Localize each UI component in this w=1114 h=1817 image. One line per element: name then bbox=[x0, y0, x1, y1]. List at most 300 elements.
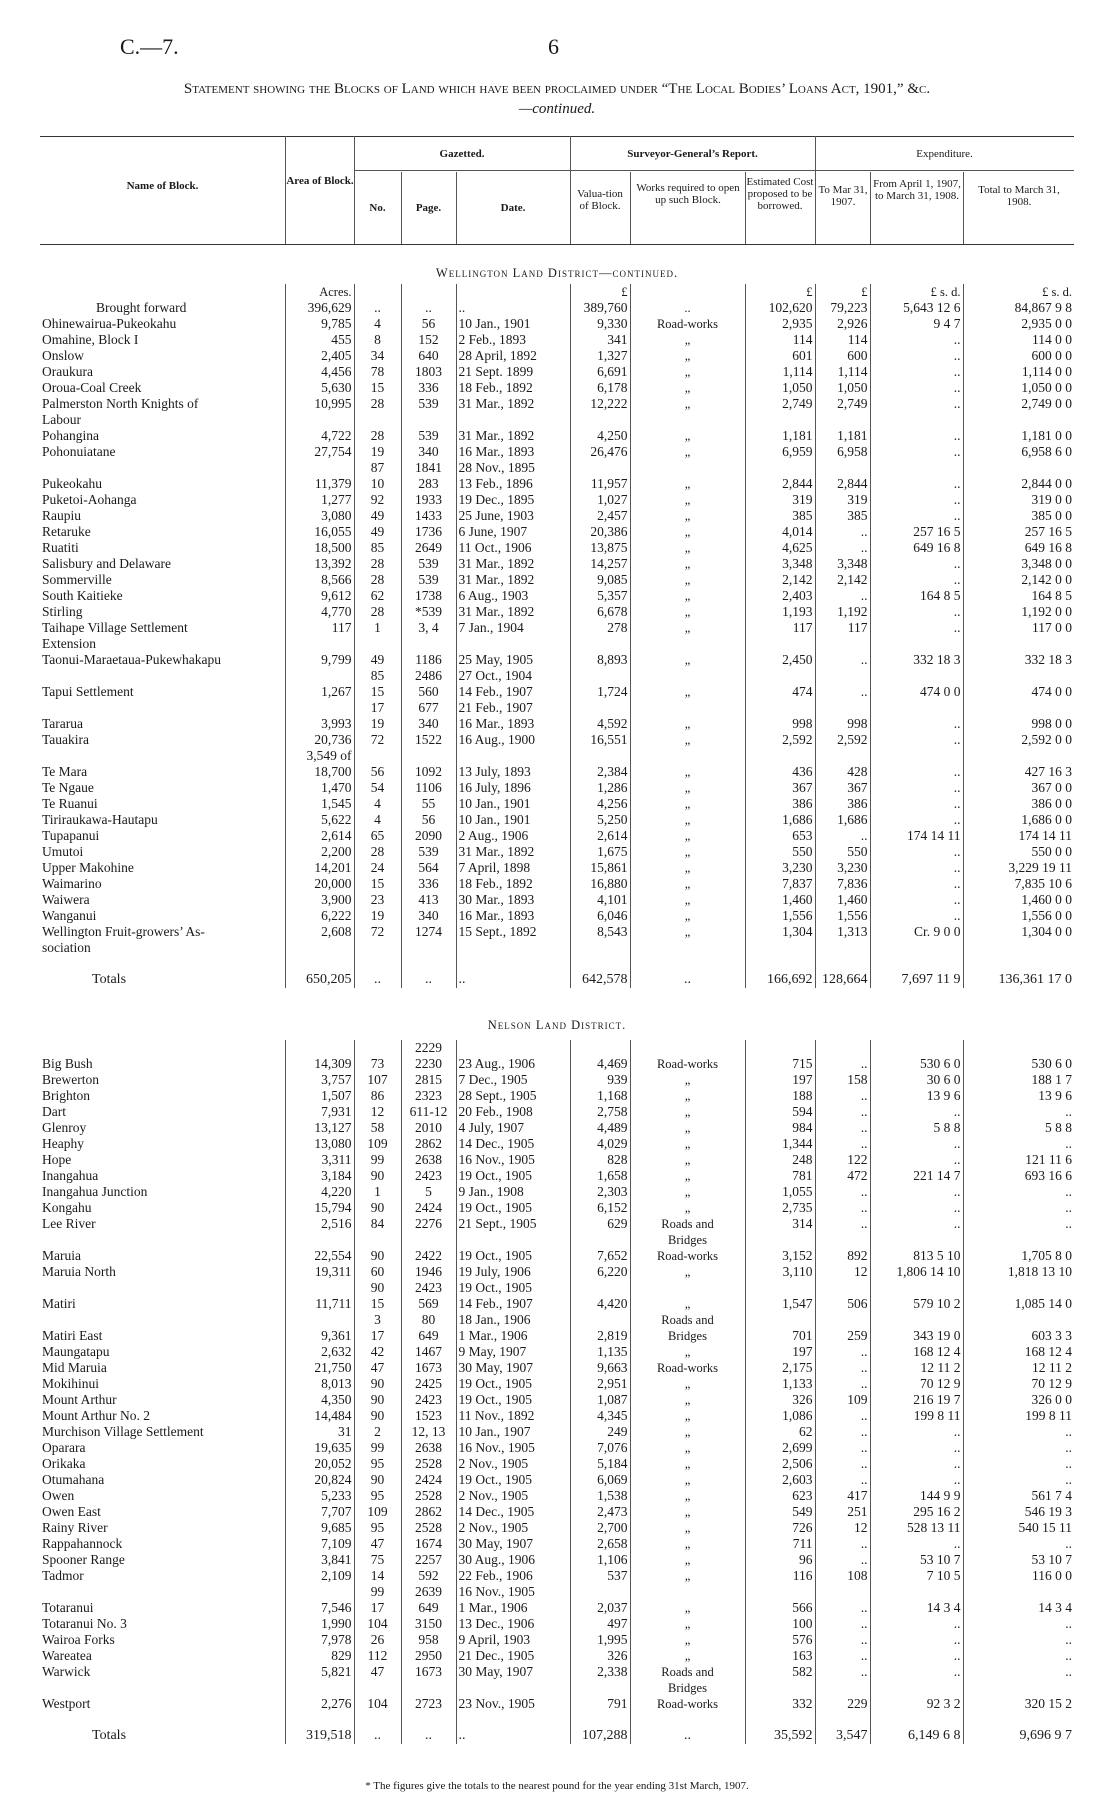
cell-name: Taonui-Maraetaua-Pukewhakapu bbox=[42, 652, 221, 667]
cell-to-mar: 600 bbox=[815, 348, 870, 364]
table-row bbox=[40, 1520, 1074, 1536]
cell-page: 2649 bbox=[401, 540, 456, 556]
cell-from-april: .. bbox=[870, 1104, 963, 1120]
cell-from-april: .. bbox=[870, 764, 963, 780]
cell-date: 31 Mar., 1892 bbox=[456, 572, 570, 588]
cell-to-mar: 2,749 bbox=[815, 396, 870, 412]
cell-date bbox=[456, 1680, 570, 1696]
cell-to-mar: .. bbox=[815, 1664, 870, 1680]
cell-page: 152 bbox=[401, 332, 456, 348]
cell-date: 14 Dec., 1905 bbox=[456, 1136, 570, 1152]
cell-to-mar: 158 bbox=[815, 1072, 870, 1088]
cell-area: 31 bbox=[285, 1424, 354, 1440]
cell-page: 340 bbox=[401, 908, 456, 924]
col-to-mar-1907: To Mar 31, 1907. bbox=[818, 184, 868, 208]
cell-date: 6 Aug., 1903 bbox=[456, 588, 570, 604]
cell-page: 2229 bbox=[401, 1040, 456, 1056]
cell-date: 21 Sept. 1899 bbox=[456, 364, 570, 380]
cell-page: 413 bbox=[401, 892, 456, 908]
cell-from-april: 199 8 11 bbox=[870, 1408, 963, 1424]
cell-works: „ bbox=[630, 1520, 745, 1536]
cell-no: 15 bbox=[354, 1296, 401, 1312]
table-row bbox=[40, 412, 1074, 428]
cell-area: 4,350 bbox=[285, 1392, 354, 1408]
table-row bbox=[40, 1296, 1074, 1312]
cell-page bbox=[401, 748, 456, 764]
cell-area: 20,736 bbox=[285, 732, 354, 748]
cell-page: 2638 bbox=[401, 1152, 456, 1168]
col-expenditure: Expenditure. bbox=[916, 148, 973, 160]
units-row bbox=[40, 284, 1074, 300]
cell-works: Road-works bbox=[630, 1056, 745, 1072]
cell-from-april: .. bbox=[870, 1184, 963, 1200]
cell-total: 693 16 6 bbox=[963, 1168, 1074, 1184]
cell-area: 14,309 bbox=[285, 1056, 354, 1072]
cell-total: 3,348 0 0 bbox=[963, 556, 1074, 572]
cell-to-mar: 114 bbox=[815, 332, 870, 348]
cell-valuation: 1,286 bbox=[570, 780, 630, 796]
cell-date bbox=[456, 1232, 570, 1248]
cell-to-mar: 892 bbox=[815, 1248, 870, 1264]
cell-total: .. bbox=[963, 1648, 1074, 1664]
cell-no: .. bbox=[354, 300, 401, 316]
table-row bbox=[40, 1104, 1074, 1120]
col-works: Works required to open up such Block. bbox=[636, 182, 740, 206]
cell-page: 539 bbox=[401, 844, 456, 860]
cell-works: „ bbox=[630, 812, 745, 828]
cell-area: 2,516 bbox=[285, 1216, 354, 1232]
cell-total: .. bbox=[963, 1472, 1074, 1488]
cell-date bbox=[456, 636, 570, 652]
cell-no: 90 bbox=[354, 1392, 401, 1408]
unit-valuation: £ bbox=[570, 284, 630, 300]
cell-works: „ bbox=[630, 1600, 745, 1616]
cell-from-april: .. bbox=[870, 780, 963, 796]
cell-total: .. bbox=[963, 1536, 1074, 1552]
table-row bbox=[40, 1568, 1074, 1584]
cell-valuation: 537 bbox=[570, 1568, 630, 1584]
cell-total: 5 8 8 bbox=[963, 1120, 1074, 1136]
cell-name: Puketoi-Aohanga bbox=[42, 492, 137, 507]
cell-area: 7,546 bbox=[285, 1600, 354, 1616]
cell-area bbox=[285, 1232, 354, 1248]
cell-page: 336 bbox=[401, 380, 456, 396]
table-row bbox=[40, 1264, 1074, 1280]
cell-date: 10 Jan., 1901 bbox=[456, 796, 570, 812]
cell-name: Wanganui bbox=[42, 908, 97, 923]
total-to-mar: 3,547 bbox=[815, 1728, 870, 1744]
table-row bbox=[40, 1360, 1074, 1376]
cell-to-mar: .. bbox=[815, 1136, 870, 1152]
cell-area bbox=[285, 1584, 354, 1600]
cell-from-april: 168 12 4 bbox=[870, 1344, 963, 1360]
cell-valuation: 4,420 bbox=[570, 1296, 630, 1312]
cell-no: 47 bbox=[354, 1536, 401, 1552]
cell-total bbox=[963, 460, 1074, 476]
cell-valuation bbox=[570, 412, 630, 428]
cell-works bbox=[630, 668, 745, 684]
cell-area: 3,993 bbox=[285, 716, 354, 732]
cell-valuation bbox=[570, 1232, 630, 1248]
cell-from-april: 332 18 3 bbox=[870, 652, 963, 668]
cell-estimated: 436 bbox=[745, 764, 815, 780]
cell-from-april: 343 19 0 bbox=[870, 1328, 963, 1344]
cell-date: 30 May, 1907 bbox=[456, 1664, 570, 1680]
cell-estimated: 116 bbox=[745, 1568, 815, 1584]
cell-to-mar: 7,836 bbox=[815, 876, 870, 892]
table-row bbox=[40, 604, 1074, 620]
cell-name: Sommerville bbox=[42, 572, 112, 587]
cell-no: 14 bbox=[354, 1568, 401, 1584]
cell-works: „ bbox=[630, 684, 745, 700]
cell-page: 564 bbox=[401, 860, 456, 876]
cell-area bbox=[285, 636, 354, 652]
cell-works: „ bbox=[630, 876, 745, 892]
cell-no: 90 bbox=[354, 1168, 401, 1184]
cell-to-mar: 2,142 bbox=[815, 572, 870, 588]
cell-valuation: 2,819 bbox=[570, 1328, 630, 1344]
cell-works: „ bbox=[630, 1184, 745, 1200]
col-name-of-block: Name of Block. bbox=[126, 180, 199, 192]
cell-page: 3150 bbox=[401, 1616, 456, 1632]
cell-area: 13,127 bbox=[285, 1120, 354, 1136]
cell-from-april: 164 8 5 bbox=[870, 588, 963, 604]
table-row bbox=[40, 364, 1074, 380]
cell-name bbox=[40, 1040, 285, 1056]
col-area: Area of Block. bbox=[286, 175, 354, 187]
cell-from-april bbox=[870, 1232, 963, 1248]
cell-from-april: .. bbox=[870, 1136, 963, 1152]
table-row bbox=[40, 1200, 1074, 1216]
cell-estimated: 715 bbox=[745, 1056, 815, 1072]
cell-estimated: 2,699 bbox=[745, 1440, 815, 1456]
cell-area: 14,484 bbox=[285, 1408, 354, 1424]
cell-works: „ bbox=[630, 492, 745, 508]
cell-total: 1,085 14 0 bbox=[963, 1296, 1074, 1312]
cell-area bbox=[285, 412, 354, 428]
cell-valuation bbox=[570, 1680, 630, 1696]
cell-no bbox=[354, 636, 401, 652]
table-row bbox=[40, 508, 1074, 524]
cell-total: 84,867 9 8 bbox=[963, 300, 1074, 316]
footnote: * The figures give the totals to the nearest pound for the year ending 31st March, 1907. bbox=[365, 1780, 749, 1792]
cell-works: „ bbox=[630, 588, 745, 604]
cell-page: 1274 bbox=[401, 924, 456, 940]
cell-no: 42 bbox=[354, 1344, 401, 1360]
table-row bbox=[40, 1680, 1074, 1696]
cell-from-april: 257 16 5 bbox=[870, 524, 963, 540]
cell-total: .. bbox=[963, 1456, 1074, 1472]
cell-no: 90 bbox=[354, 1376, 401, 1392]
cell-name: Otumahana bbox=[42, 1472, 105, 1487]
cell-total: 6,958 6 0 bbox=[963, 444, 1074, 460]
cell-name: Palmerston North Knights of bbox=[42, 396, 199, 411]
cell-works: Bridges bbox=[630, 1328, 745, 1344]
cell-estimated: 726 bbox=[745, 1520, 815, 1536]
cell-total: 7,835 10 6 bbox=[963, 876, 1074, 892]
cell-estimated bbox=[745, 700, 815, 716]
cell-area: 6,222 bbox=[285, 908, 354, 924]
cell-date: 19 Dec., 1895 bbox=[456, 492, 570, 508]
cell-no: 19 bbox=[354, 908, 401, 924]
unit-total: £ s. d. bbox=[963, 284, 1074, 300]
cell-no: 15 bbox=[354, 380, 401, 396]
cell-area: 2,109 bbox=[285, 1568, 354, 1584]
cell-date: 30 Aug., 1906 bbox=[456, 1552, 570, 1568]
table-row bbox=[40, 1312, 1074, 1328]
cell-valuation: 1,087 bbox=[570, 1392, 630, 1408]
cell-page: 1946 bbox=[401, 1264, 456, 1280]
cell-name: Pohonuiatane bbox=[42, 444, 116, 459]
cell-from-april: 1,806 14 10 bbox=[870, 1264, 963, 1280]
cell-works: „ bbox=[630, 892, 745, 908]
cell-from-april: .. bbox=[870, 428, 963, 444]
cell-name: Te Mara bbox=[42, 764, 88, 779]
cell-name: Raupiu bbox=[42, 508, 81, 523]
total-from-april: 7,697 11 9 bbox=[870, 972, 963, 988]
cell-estimated: 7,837 bbox=[745, 876, 815, 892]
cell-page: 649 bbox=[401, 1328, 456, 1344]
cell-total: 386 0 0 bbox=[963, 796, 1074, 812]
cell-from-april: .. bbox=[870, 1536, 963, 1552]
table-row bbox=[40, 444, 1074, 460]
cell-total: 1,556 0 0 bbox=[963, 908, 1074, 924]
cell-total: 1,114 0 0 bbox=[963, 364, 1074, 380]
col-date: Date. bbox=[500, 202, 526, 214]
cell-estimated: 3,348 bbox=[745, 556, 815, 572]
cell-no: 90 bbox=[354, 1472, 401, 1488]
cell-area: 3,184 bbox=[285, 1168, 354, 1184]
cell-to-mar: .. bbox=[815, 1424, 870, 1440]
cell-from-april: .. bbox=[870, 860, 963, 876]
cell-valuation: 5,250 bbox=[570, 812, 630, 828]
cell-name: Tapui Settlement bbox=[42, 684, 134, 699]
cell-name: Matiri East bbox=[42, 1328, 103, 1343]
cell-name: Glenroy bbox=[42, 1120, 87, 1135]
cell-total: 70 12 9 bbox=[963, 1376, 1074, 1392]
total-name: Totals bbox=[92, 972, 127, 987]
table-row bbox=[40, 1408, 1074, 1424]
cell-page: 539 bbox=[401, 556, 456, 572]
cell-name: Murchison Village Settlement bbox=[42, 1424, 204, 1439]
cell-page: 2424 bbox=[401, 1472, 456, 1488]
cell-page: 5 bbox=[401, 1184, 456, 1200]
table-row bbox=[40, 780, 1074, 796]
cell-valuation: 5,357 bbox=[570, 588, 630, 604]
cell-estimated: 188 bbox=[745, 1088, 815, 1104]
cell-name: Kongahu bbox=[42, 1200, 92, 1215]
cell-from-april: .. bbox=[870, 1472, 963, 1488]
cell-name bbox=[40, 748, 285, 764]
cell-valuation bbox=[570, 700, 630, 716]
cell-total: 2,142 0 0 bbox=[963, 572, 1074, 588]
cell-from-april: 53 10 7 bbox=[870, 1552, 963, 1568]
cell-from-april bbox=[870, 940, 963, 956]
cell-date: 25 June, 1903 bbox=[456, 508, 570, 524]
cell-date: 9 April, 1903 bbox=[456, 1632, 570, 1648]
cell-to-mar: .. bbox=[815, 524, 870, 540]
cell-area: 1,267 bbox=[285, 684, 354, 700]
cell-total: 114 0 0 bbox=[963, 332, 1074, 348]
table-row bbox=[40, 908, 1074, 924]
cell-area: 8,566 bbox=[285, 572, 354, 588]
cell-works: „ bbox=[630, 1120, 745, 1136]
cell-page: 2528 bbox=[401, 1488, 456, 1504]
cell-name: Wairoa Forks bbox=[42, 1632, 115, 1647]
total-no: .. bbox=[354, 972, 401, 988]
cell-to-mar: .. bbox=[815, 1200, 870, 1216]
table-row bbox=[40, 1472, 1074, 1488]
cell-estimated bbox=[745, 636, 815, 652]
cell-estimated: 474 bbox=[745, 684, 815, 700]
cell-estimated: 1,686 bbox=[745, 812, 815, 828]
cell-area: 3,841 bbox=[285, 1552, 354, 1568]
cell-to-mar: 79,223 bbox=[815, 300, 870, 316]
cell-no: 12 bbox=[354, 1104, 401, 1120]
cell-from-april: 5 8 8 bbox=[870, 1120, 963, 1136]
cell-valuation: 8,543 bbox=[570, 924, 630, 940]
cell-total: 121 11 6 bbox=[963, 1152, 1074, 1168]
cell-total: .. bbox=[963, 1664, 1074, 1680]
cell-from-april: 13 9 6 bbox=[870, 1088, 963, 1104]
cell-name bbox=[40, 1312, 285, 1328]
cell-page: 1522 bbox=[401, 732, 456, 748]
cell-page: 1841 bbox=[401, 460, 456, 476]
cell-total: 174 14 11 bbox=[963, 828, 1074, 844]
cell-from-april: .. bbox=[870, 1152, 963, 1168]
cell-total: .. bbox=[963, 1440, 1074, 1456]
cell-name: Hope bbox=[42, 1152, 72, 1167]
cell-from-april: 530 6 0 bbox=[870, 1056, 963, 1072]
cell-name: Salisbury and Delaware bbox=[42, 556, 171, 571]
cell-page: 539 bbox=[401, 396, 456, 412]
cell-from-april: .. bbox=[870, 1456, 963, 1472]
cell-valuation: 11,957 bbox=[570, 476, 630, 492]
cell-no: 19 bbox=[354, 444, 401, 460]
table-row bbox=[40, 716, 1074, 732]
cell-area: 11,379 bbox=[285, 476, 354, 492]
col-page: Page. bbox=[415, 202, 442, 214]
cell-valuation: 249 bbox=[570, 1424, 630, 1440]
cell-works: „ bbox=[630, 572, 745, 588]
cell-no: 49 bbox=[354, 524, 401, 540]
cell-area bbox=[285, 668, 354, 684]
cell-estimated: 1,181 bbox=[745, 428, 815, 444]
cell-total bbox=[963, 940, 1074, 956]
cell-valuation: 939 bbox=[570, 1072, 630, 1088]
cell-area: 9,361 bbox=[285, 1328, 354, 1344]
cell-works: „ bbox=[630, 860, 745, 876]
cell-from-april: .. bbox=[870, 332, 963, 348]
cell-total: 1,192 0 0 bbox=[963, 604, 1074, 620]
cell-to-mar: .. bbox=[815, 1216, 870, 1232]
cell-from-april bbox=[870, 1680, 963, 1696]
cell-valuation: 1,106 bbox=[570, 1552, 630, 1568]
cell-to-mar bbox=[815, 1280, 870, 1296]
cell-area: 5,622 bbox=[285, 812, 354, 828]
cell-name: Warwick bbox=[42, 1664, 91, 1679]
cell-estimated: 2,592 bbox=[745, 732, 815, 748]
cell-date: 21 Dec., 1905 bbox=[456, 1648, 570, 1664]
cell-area: 15,794 bbox=[285, 1200, 354, 1216]
cell-name: Brewerton bbox=[42, 1072, 99, 1087]
cell-valuation: 278 bbox=[570, 620, 630, 636]
cell-no: 109 bbox=[354, 1136, 401, 1152]
cell-name: Onslow bbox=[42, 348, 85, 363]
cell-total: 2,935 0 0 bbox=[963, 316, 1074, 332]
cell-valuation: 6,678 bbox=[570, 604, 630, 620]
table-row bbox=[40, 380, 1074, 396]
cell-valuation: 1,538 bbox=[570, 1488, 630, 1504]
cell-works bbox=[630, 1040, 745, 1056]
cell-total bbox=[963, 636, 1074, 652]
cell-page: 539 bbox=[401, 572, 456, 588]
cell-works: „ bbox=[630, 556, 745, 572]
cell-valuation: 6,152 bbox=[570, 1200, 630, 1216]
cell-estimated: 2,749 bbox=[745, 396, 815, 412]
cell-works: „ bbox=[630, 1168, 745, 1184]
cell-no: 99 bbox=[354, 1584, 401, 1600]
cell-total bbox=[963, 1584, 1074, 1600]
cell-estimated: 385 bbox=[745, 508, 815, 524]
cell-date: 14 Dec., 1905 bbox=[456, 1504, 570, 1520]
cell-name: Brought forward bbox=[96, 300, 187, 315]
cell-no: 8 bbox=[354, 332, 401, 348]
cell-no: 72 bbox=[354, 732, 401, 748]
cell-no bbox=[354, 940, 401, 956]
cell-from-april: 14 3 4 bbox=[870, 1600, 963, 1616]
cell-date: 16 Mar., 1893 bbox=[456, 444, 570, 460]
cell-to-mar: .. bbox=[815, 1632, 870, 1648]
cell-works: Road-works bbox=[630, 1696, 745, 1712]
cell-page: 56 bbox=[401, 812, 456, 828]
cell-name bbox=[40, 1280, 285, 1296]
cell-valuation: 7,652 bbox=[570, 1248, 630, 1264]
cell-total: 540 15 11 bbox=[963, 1520, 1074, 1536]
cell-estimated: 163 bbox=[745, 1648, 815, 1664]
cell-no: 87 bbox=[354, 460, 401, 476]
cell-no: 95 bbox=[354, 1488, 401, 1504]
cell-works: Roads and bbox=[630, 1664, 745, 1680]
total-date: .. bbox=[456, 972, 570, 988]
cell-area: 18,700 bbox=[285, 764, 354, 780]
cell-total: 188 1 7 bbox=[963, 1072, 1074, 1088]
cell-date: 27 Oct., 1904 bbox=[456, 668, 570, 684]
cell-no bbox=[354, 412, 401, 428]
cell-date: 15 Sept., 1892 bbox=[456, 924, 570, 940]
cell-estimated: 984 bbox=[745, 1120, 815, 1136]
table-row bbox=[40, 940, 1074, 956]
document-code: C.—7. bbox=[120, 34, 179, 59]
cell-date: 28 April, 1892 bbox=[456, 348, 570, 364]
cell-valuation: 1,027 bbox=[570, 492, 630, 508]
table-row bbox=[40, 1152, 1074, 1168]
table-row bbox=[40, 1648, 1074, 1664]
cell-from-april: .. bbox=[870, 1616, 963, 1632]
table-row bbox=[40, 300, 1074, 316]
cell-date: 10 Jan., 1901 bbox=[456, 316, 570, 332]
cell-date: 19 Oct., 1905 bbox=[456, 1200, 570, 1216]
cell-no: 4 bbox=[354, 316, 401, 332]
cell-works: „ bbox=[630, 604, 745, 620]
cell-from-april: .. bbox=[870, 1200, 963, 1216]
cell-from-april: .. bbox=[870, 380, 963, 396]
cell-date: 14 Feb., 1907 bbox=[456, 1296, 570, 1312]
cell-page: 2090 bbox=[401, 828, 456, 844]
cell-estimated: 367 bbox=[745, 780, 815, 796]
cell-no: 92 bbox=[354, 492, 401, 508]
cell-from-april bbox=[870, 1040, 963, 1056]
